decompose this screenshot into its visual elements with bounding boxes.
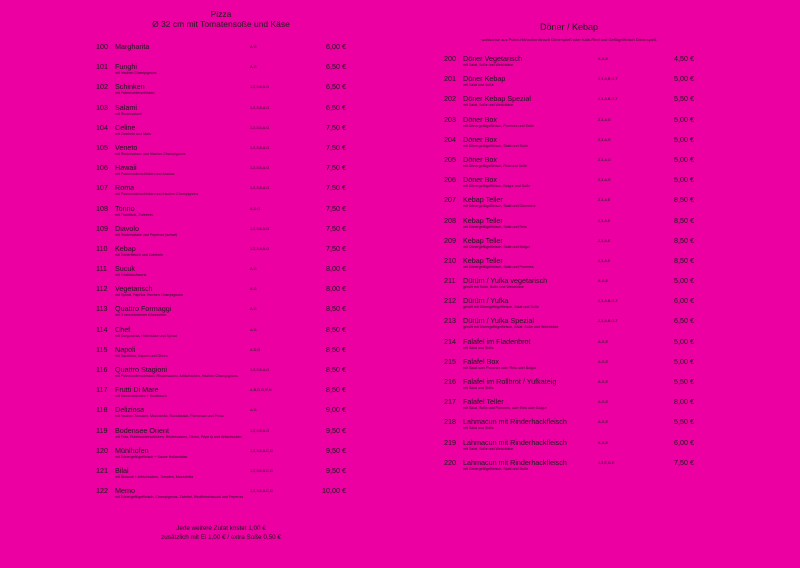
menu-item [444,357,694,377]
menu-item [96,304,346,324]
menu-item [444,397,694,417]
item-description: mit Dönergeflügelfleisch, Pommes und Soße [463,123,535,128]
item-number: 218 [444,417,456,427]
item-allergen-codes: 2,3,A,E [598,218,611,223]
item-allergen-codes: 1,2,3,5,A,G [250,246,270,251]
item-description: mit Dönergeflügelfleisch, Salat und Soße [463,466,529,471]
menu-item [444,236,694,256]
item-allergen-codes: A,G,E [598,359,609,364]
item-description: mit Rindersalami und Peperoni (scharf) [115,232,178,237]
item-name: Frutti Di Mare [115,385,159,395]
item-number: 202 [444,94,456,104]
item-name: Sucuk [115,264,135,274]
item-number: 104 [96,122,108,132]
item-price: 4,50 € [674,54,694,63]
item-number: 201 [444,74,456,84]
item-name: Dürüm / Yufka vegetarisch [463,276,548,286]
item-description: mit Salat, Soße und Weichkäse [463,446,514,451]
item-number: 106 [96,163,108,173]
item-allergen-codes: 2,3,A,B,G,T [598,97,618,102]
item-allergen-codes: 1,2,3,5,A,G [250,145,270,150]
item-name: Veneto [115,142,138,152]
menu-item [96,62,346,82]
item-price: 8,50 € [674,235,694,245]
item-number: 111 [96,264,107,274]
item-price: 7,50 € [326,163,346,173]
item-description: mit Salat oder Pommes oder Reis oder Bulgur [463,365,537,370]
menu-item [96,224,346,244]
item-price: 8,50 € [326,344,346,354]
item-name: Memo [115,486,135,496]
menu-item [96,385,346,405]
item-name: Margharita [115,42,150,51]
item-allergen-codes: 1,2,3,5,A,G [250,166,270,171]
menu-item [96,345,346,365]
item-price: 6,00 € [674,296,694,306]
item-price: 8,00 € [326,264,346,274]
item-name: Kebap [115,243,136,253]
item-price: 5,50 € [674,94,694,104]
item-number: 115 [96,344,108,354]
item-price: 5,00 € [674,114,694,124]
item-name: Tonno [115,203,135,213]
item-name: Kebap Teller [463,215,503,225]
pizza-title [96,9,346,29]
item-allergen-codes: A,D,G [250,206,261,211]
item-allergen-codes: 1,2,3,5,A,G [250,428,270,433]
item-name: Dürüm / Yufka Spezial [463,316,534,326]
menu-item [96,426,346,446]
menu-item [96,42,346,62]
item-description: mit Putenvorderschinken und frischen Champignons [115,192,199,197]
menu-item [444,417,694,437]
item-price: 5,00 € [674,276,694,286]
item-description: mit Salat, Soße und Weichkäse [463,63,514,67]
item-allergen-codes: 2,3,E,G,E [598,460,615,465]
item-name: Napoli [115,344,136,354]
item-name: Lahmacun mit Rinderhackfleisch [463,457,567,467]
menu-item [444,256,694,276]
item-price: 6,50 € [326,82,346,92]
item-allergen-codes: A,B,D,G,R,N [250,388,272,393]
item-name: Schinken [115,82,145,92]
item-number: 200 [444,54,456,63]
item-price: 8,50 € [326,385,346,395]
item-description: mit Gorgonzola, Hirtenkäse und Spinat [115,333,177,338]
item-number: 113 [96,304,108,314]
item-allergen-codes: 2,3,A,G [598,157,611,162]
item-price: 7,50 € [326,122,346,132]
item-name: Falafel Teller [463,397,504,407]
item-name: Kebap Teller [463,255,503,265]
item-allergen-codes: A,G,E [598,400,609,405]
item-name: Dürüm / Yufka [463,296,509,306]
item-description: mit Broccoli + Artischocken, Tomaten, Mozzarella [115,474,194,479]
item-price: 9,50 € [326,425,346,435]
item-price: 8,50 € [674,195,694,205]
item-number: 117 [96,385,108,395]
item-name: Lahmacun mit Rinderhackfleisch [463,417,567,427]
item-price: 8,00 € [674,397,694,407]
item-allergen-codes: 2,3,A,G [598,178,611,183]
item-allergen-codes: 1,2,3,5,A,G [250,85,270,90]
item-name: Hawaii [115,163,137,173]
menu-item [444,438,694,458]
item-price: 6,50 € [326,62,346,72]
item-price: 8,50 € [674,255,694,265]
item-name: Vegetarisch [115,284,153,294]
menu-item [444,195,694,215]
item-number: 119 [96,425,108,435]
item-allergen-codes: 1,2,3,5,A,G [250,186,270,191]
item-description: mit Putenvorderschinken, Rindersalami, Artischocken, frischen Champignons [115,374,238,378]
menu-item [444,54,694,74]
item-number: 105 [96,142,108,152]
item-number: 116 [96,365,108,374]
menu-item [444,337,694,357]
item-price: 8,50 € [326,365,346,374]
item-allergen-codes: 2,3,A,B,G,T [598,319,618,324]
item-description: mit Spinat, Paprika, frischen Champignons [115,293,183,298]
item-allergen-codes: A,G,E [598,57,609,61]
menu-item [444,155,694,175]
item-number: 100 [96,42,108,51]
item-name: Chef [115,324,131,334]
menu-item [444,458,694,478]
item-name: Döner Box [463,154,497,164]
item-description: mit 4 verschiedenen Käsesorten [115,313,167,318]
pizza-footer-line1: Jede weitere Zutat kostet 1,00 € [176,525,266,532]
menu-item [444,115,694,135]
item-name: Bodensee Orient [115,425,169,435]
item-price: 8,50 € [326,304,346,314]
item-description: mit Sardellen, Kapern und Oliven [115,353,168,358]
item-number: 204 [444,134,456,144]
doener-subtitle: wahlweise aus Puten-Hähnchenfleisch Dönerspieß oder Kalb-Rind und Geflügelfleisch Dönerspieß [481,37,657,42]
item-name: Kebap Teller [463,195,503,205]
menu-item [444,216,694,236]
item-number: 108 [96,203,108,213]
menu-item [96,123,346,143]
item-number: 102 [96,82,108,92]
item-description: mit Salat und Soße [463,83,494,88]
menu-item [96,204,346,224]
doener-title: Döner / Kebap [539,22,599,32]
item-allergen-codes: A,D,G [250,347,261,352]
item-name: Celine [115,122,136,132]
menu-item [96,446,346,466]
item-allergen-codes: 2,3,A,G [598,137,611,142]
item-allergen-codes: 2,3,A,G [598,117,611,122]
item-number: 211 [444,276,456,286]
menu-item [96,103,346,123]
item-allergen-codes: 2,3,A,B,G,T [598,77,618,82]
item-description: mit Salat, Soße und Pommes, oder Reis oder Bulgur [463,406,547,411]
item-allergen-codes: 2,3,A,E [598,238,611,243]
menu-item [444,175,694,195]
menu-item [444,316,694,336]
item-price: 7,50 € [326,203,346,213]
item-number: 209 [444,235,456,245]
item-name: Döner Vegetarisch [463,54,523,63]
item-description: mit Meeresfrüchten + Knoblauch [115,394,167,399]
item-name: Döner Kebap [463,74,506,84]
item-name: Deliziosa [115,405,145,415]
item-price: 7,50 € [326,142,346,152]
menu-item [96,365,346,385]
item-description: mit Dönergeflügelfleisch, Salat und Reis [463,224,527,229]
menu-item [444,135,694,155]
item-allergen-codes: A,G [250,267,257,272]
item-price: 5,00 € [674,154,694,164]
item-name: Quattro Stagioni [115,365,167,374]
menu-item [96,405,346,425]
item-name: Roma [115,183,135,193]
item-description: mit Putenvorderschinken und Ananas [115,172,175,177]
item-price: 10,00 € [322,486,346,496]
item-price: 5,00 € [674,356,694,366]
item-allergen-codes: A,G [250,307,257,312]
item-allergen-codes: A,G,E [598,339,609,344]
item-description: mit Salat und Soße [463,345,494,350]
menu-item [96,264,346,284]
item-description: mit Dönerfleisch und Zwiebeln [115,252,164,257]
item-name: Döner Box [463,114,497,124]
item-allergen-codes: 2,3,A,B,G,T [598,299,618,304]
item-price: 5,50 € [674,377,694,386]
item-name: Döner Kebap Spezial [463,94,531,104]
item-number: 120 [96,445,108,455]
item-number: 107 [96,183,108,193]
item-price: 5,50 € [674,417,694,427]
item-allergen-codes: A,G,E [598,380,609,384]
item-number: 101 [96,62,108,72]
item-description: gerollt mit Dönergeflügelfleisch, Salat und Soße [463,305,539,310]
item-allergen-codes: A,G [250,45,257,49]
item-description: mit Rindersalami und frischen Champignons [115,151,186,156]
item-number: 110 [96,243,108,253]
item-description: gerollt mit Salat, Soße und Weichkäse [463,285,524,290]
item-name: Falafel Box [463,356,499,366]
item-allergen-codes: A,G,E [598,440,609,445]
pizza-footer [96,524,346,542]
item-name: Falafel im Fladenbrot [463,336,531,346]
item-price: 6,00 € [674,437,694,447]
item-price: 6,00 € [326,42,346,51]
item-price: 8,50 € [674,215,694,225]
item-name: Salami [115,102,137,112]
item-number: 203 [444,114,456,124]
item-number: 103 [96,102,108,112]
item-allergen-codes: 1,2,3,5,A,C,G [250,448,274,453]
item-description: mit Salat und Soße [463,426,494,431]
item-description: mit frischen Champignons [115,71,157,76]
menu-item [96,82,346,102]
item-price: 5,00 € [674,134,694,144]
menu-item [96,183,346,203]
menu-item [444,94,694,114]
item-price: 6,50 € [674,316,694,326]
item-description: mit Rindersalami [115,111,142,116]
item-name: Lahmacun mit Rinderhackfleisch [463,437,567,447]
item-price: 5,00 € [674,175,694,185]
item-price: 7,50 € [674,457,694,467]
item-allergen-codes: 1,2,3,5,A,G [250,226,270,231]
item-allergen-codes: 1,2,3,5,A,G [250,368,270,372]
item-allergen-codes: 2,3,A,E [598,258,611,263]
item-number: 109 [96,223,108,233]
item-number: 213 [444,316,456,326]
item-number: 121 [96,465,108,475]
item-number: 205 [444,154,456,164]
item-price: 6,50 € [326,102,346,112]
item-allergen-codes: A,G,E [598,420,609,425]
item-number: 215 [444,356,456,366]
item-price: 7,50 € [326,223,346,233]
item-number: 208 [444,215,456,225]
item-number: 214 [444,336,456,346]
item-description: mit Dönergeflügelfleisch, Bulgur und Soße [463,184,531,189]
menu-item [444,296,694,316]
item-description: gerollt mit Dönergeflügelfleisch, Salat, Soße und Weichkäse [463,325,559,330]
item-allergen-codes: 1,2,3,5,A,G [250,125,270,130]
item-name: Diavolo [115,223,139,233]
item-number: 114 [96,324,108,334]
item-allergen-codes: A,G [250,408,257,413]
menu-item [96,143,346,163]
menu-item [444,74,694,94]
item-allergen-codes: A,G [250,287,257,292]
item-allergen-codes: 1,2,3,5,A,G [250,105,270,110]
pizza-menu-list [96,42,346,506]
item-description: mit frischen Tomaten, Mozzarella, Rucolasalat, Parmesan und Pesto [115,414,224,419]
item-price: 9,00 € [326,405,346,415]
item-name: Döner Box [463,175,497,185]
item-allergen-codes: A,G [250,327,257,332]
item-name: Mühlhofen [115,445,149,455]
item-allergen-codes: A,G [250,65,257,70]
menu-item [96,163,346,183]
item-allergen-codes: A,G,E [598,279,609,284]
item-description: mit Dönergeflügelfleisch, Salat und Soße [463,143,529,148]
item-description: mit Dönergeflügelfleisch, Reis und Soße [463,163,528,168]
item-description: mit Salat und Soße [463,386,494,390]
item-name: Quattro Formaggi [115,304,172,314]
pizza-title-line1: Pizza [210,9,232,19]
item-number: 207 [444,195,456,205]
item-description: mit Feta, Putenvorderschinken, Rindersalami, Oliven, Pepe Ip und Artischocken [115,434,242,439]
item-price: 7,50 € [326,183,346,193]
item-allergen-codes: 2,3,A,E [598,198,611,203]
menu-item [96,466,346,486]
menu-item [96,284,346,304]
item-description: mit Knoblauchwurst [115,273,147,278]
item-description: mit Dönergeflügelfleisch, Champignons, Zwiebel, Rindfleischsucuk und Peperoni [115,495,244,500]
item-price: 8,50 € [326,324,346,334]
menu-item [444,377,694,397]
menu-item [96,244,346,264]
item-description: mit Putenvorderschinken [115,91,155,96]
item-number: 220 [444,457,456,467]
pizza-footer-line2: zusätzlich mit Ei 1,00 € / extra Soße 0,50 € [161,534,281,541]
item-number: 216 [444,377,456,386]
item-price: 5,00 € [674,336,694,346]
menu-item [96,486,346,506]
item-number: 210 [444,255,456,265]
item-allergen-codes: 1,2,3,5,A,C,G [250,489,274,494]
item-description: mit Dönergeflügelfleisch, Salat und Pommes [463,264,534,269]
item-number: 212 [444,296,456,306]
item-name: Bilal [115,465,129,475]
item-description: mit Dönergeflügelfleisch + Sauce Hollandaise [115,454,188,459]
item-number: 118 [96,405,108,415]
item-description: mit Dönergeflügelfleisch, Salat und Bulgur [463,244,530,249]
item-number: 217 [444,397,456,407]
item-number: 206 [444,175,456,185]
menu-item [444,276,694,296]
item-allergen-codes: 1,2,3,5,A,C,G [250,468,274,473]
item-price: 9,50 € [326,465,346,475]
item-description: mit Salat, Soße und Weichkäse [463,103,514,108]
item-number: 112 [96,284,108,294]
item-number: 219 [444,437,456,447]
item-number: 122 [96,486,108,496]
item-price: 7,50 € [326,243,346,253]
menu-item [96,325,346,345]
item-name: Kebap Teller [463,235,503,245]
item-price: 8,00 € [326,284,346,294]
item-name: Döner Box [463,134,497,144]
item-description: mit Zwiebeln und Mais [115,131,151,136]
item-name: Funghi [115,62,137,72]
item-price: 5,00 € [674,74,694,84]
item-price: 9,50 € [326,445,346,455]
doener-menu-list [444,54,694,478]
pizza-title-line2: Ø 32 cm mit Tomatensoße und Käse [152,19,290,29]
item-name: Falafel im Rollbrot / Yufkateig [463,377,557,386]
item-description: mit Dönergeflügelfleisch, Salat und Dönerbrot [463,204,536,209]
item-description: mit Thunfisch, Zwiebeln [115,212,153,217]
